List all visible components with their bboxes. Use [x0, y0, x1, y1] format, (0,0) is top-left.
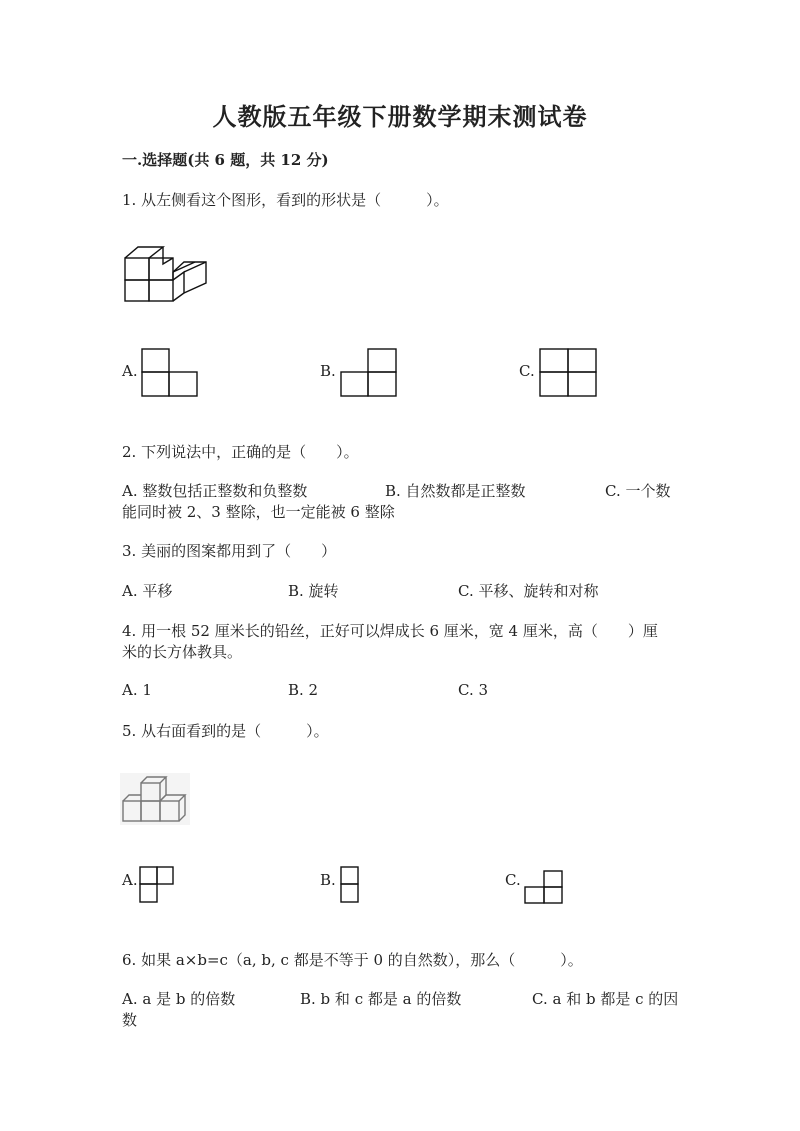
question-5-option-b-figure[interactable] [340, 866, 360, 904]
question-4-stem-line-2: 米的长方体教具。 [122, 643, 243, 661]
question-1-option-c-figure[interactable] [539, 348, 598, 398]
question-6-option-a[interactable]: A. a 是 b 的倍数 [122, 990, 236, 1008]
question-1-option-b-figure[interactable] [340, 348, 398, 398]
question-1-option-a-figure[interactable] [141, 348, 199, 398]
question-1-option-c-label[interactable]: C. [519, 362, 535, 380]
section-heading: 一.选择题(共 6 题，共 12 分) [122, 151, 329, 169]
question-4-stem: 4. 用一根 52 厘米长的铅丝，正好可以焊成长 6 厘米，宽 4 厘米，高（ ）厘 [122, 622, 658, 640]
question-1-option-a-label[interactable]: A. [122, 362, 138, 380]
question-5-cube-figure [120, 773, 190, 825]
question-6-option-c[interactable]: C. a 和 b 都是 c 的因 [532, 990, 679, 1008]
question-3-stem: 3. 美丽的图案都用到了（ ） [122, 542, 337, 560]
question-2-option-a[interactable]: A. 整数包括正整数和负整数 [122, 482, 308, 500]
question-1-cube-figure [122, 242, 208, 304]
question-6-option-b[interactable]: B. b 和 c 都是 a 的倍数 [300, 990, 462, 1008]
question-5-option-a-label[interactable]: A. [122, 871, 138, 889]
question-2-stem: 2. 下列说法中，正确的是（ ）。 [122, 443, 359, 461]
question-5-stem: 5. 从右面看到的是（ ）。 [122, 722, 329, 740]
question-6-option-c-continuation: 数 [122, 1011, 138, 1029]
question-2-option-c[interactable]: C. 一个数 [605, 482, 671, 500]
question-5-option-c-label[interactable]: C. [505, 871, 521, 889]
question-5-option-b-label[interactable]: B. [320, 871, 336, 889]
question-4-option-b[interactable]: B. 2 [288, 681, 319, 699]
question-6-stem: 6. 如果 a×b=c（a, b, c 都是不等于 0 的自然数），那么（ ）。 [122, 951, 583, 969]
question-1-stem: 1. 从左侧看这个图形，看到的形状是（ ）。 [122, 191, 449, 209]
question-1-option-b-label[interactable]: B. [320, 362, 336, 380]
question-5-option-c-figure[interactable] [524, 870, 564, 904]
question-2-option-c-continuation: 能同时被 2、3 整除，也一定能被 6 整除 [122, 503, 395, 521]
question-5-option-a-figure[interactable] [139, 866, 175, 904]
question-3-option-a[interactable]: A. 平移 [122, 582, 173, 600]
question-3-option-c[interactable]: C. 平移、旋转和对称 [458, 582, 599, 600]
question-4-option-c[interactable]: C. 3 [458, 681, 489, 699]
question-3-option-b[interactable]: B. 旋转 [288, 582, 339, 600]
question-4-option-a[interactable]: A. 1 [122, 681, 152, 699]
page-title: 人教版五年级下册数学期末测试卷 [212, 102, 588, 131]
question-2-option-b[interactable]: B. 自然数都是正整数 [385, 482, 526, 500]
